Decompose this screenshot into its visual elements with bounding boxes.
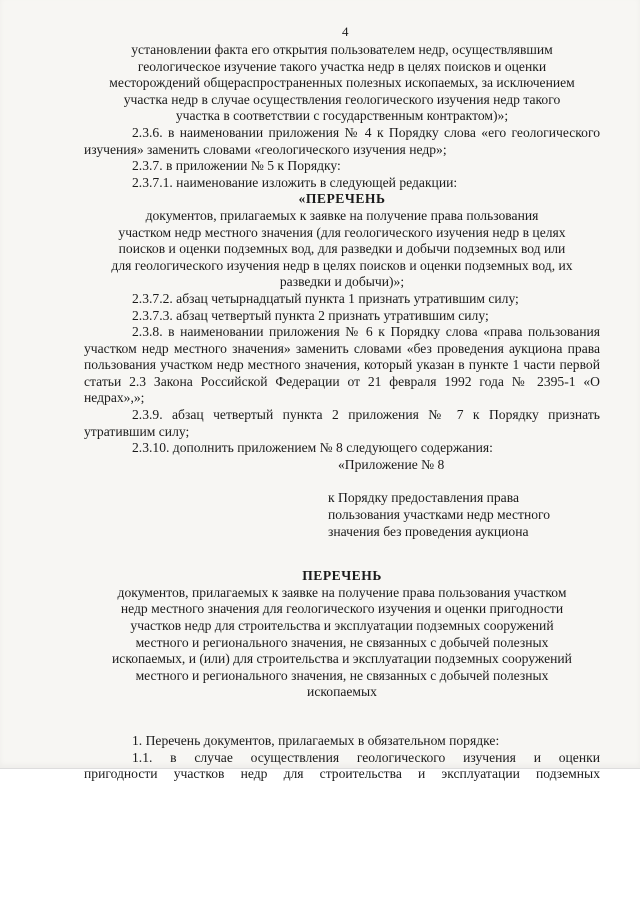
text-line: к Порядку предоставления права	[328, 490, 519, 506]
perechen-title: ПЕРЕЧЕНЬ	[302, 568, 382, 584]
text-line: недр местного значения для геологического изучения и оценки пригодности	[120, 601, 564, 617]
perechen-1-block	[84, 208, 600, 291]
text-line: значения без проведения аукциона	[328, 523, 529, 539]
item-2-3-6: 2.3.6. в наименовании приложения № 4 к Порядку слова «его геологического изучения» заменить словами «геологического изучения недр»;	[84, 124, 600, 157]
text-line: ископаемых	[307, 684, 377, 700]
item-2-3-7-1: 2.3.7.1. наименование изложить в следующей редакции:	[132, 174, 458, 190]
text-line: поисков и оценки подземных вод, для разведки и добычи подземных вод или	[118, 241, 566, 257]
document-body	[84, 0, 600, 783]
perechen-quote-heading: «ПЕРЕЧЕНЬ	[298, 191, 386, 207]
text-line: ископаемых, и (или) для строительства и эксплуатации подземных сооружений	[112, 651, 572, 667]
text-line: установлении факта его открытия пользователем недр, осуществлявшим	[131, 42, 553, 57]
text-line: пользования участками недр местного	[328, 507, 551, 523]
text-line: местного и регионального значения, не связанных с добычей полезных	[135, 667, 549, 683]
appendix-title: «Приложение № 8	[338, 456, 445, 472]
text-line: документов, прилагаемых к заявке на получение права пользования участком	[117, 584, 567, 600]
continuation-paragraph	[84, 42, 600, 125]
text-line: месторождений общераспространенных полезных ископаемых, за исключением	[109, 75, 575, 91]
item-2-3-7-2: 2.3.7.2. абзац четырнадцатый пункта 1 признать утратившим силу;	[132, 290, 519, 306]
text-line: местного и регионального значения, не связанных с добычей полезных	[135, 634, 549, 650]
item-2-3-7: 2.3.7. в приложении № 5 к Порядку:	[132, 158, 341, 174]
appendix-header	[328, 457, 600, 540]
text-line: участка недр в случае осуществления геологического изучения недр такого	[123, 91, 561, 107]
text-line: участков недр для строительства и эксплуатации подземных сооружений	[130, 618, 554, 633]
text-line: для геологического изучения недр в целях поисков и оценки подземных вод, их	[111, 257, 573, 273]
text-line: геологическое изучение такого участка недр в целях поисков и оценки	[137, 58, 547, 74]
page-number: 4	[342, 24, 349, 39]
item-1: 1. Перечень документов, прилагаемых в обязательном порядке:	[132, 732, 500, 748]
item-1-1-line: пригодности участков недр для строительства и эксплуатации подземных	[84, 766, 600, 782]
text-line: разведки и добычи)»;	[279, 274, 405, 290]
item-2-3-8: 2.3.8. в наименовании приложения № 6 к Порядку слова «права пользования участком недр местного значения» заменить словами «без проведения аукциона права пользования участком недр местного значения, который указан в пункте 1 части первой статьи 2.3 Закона Российской Федерации от 21 февраля 1992 года № 2395-1 «О недрах»,»;	[84, 324, 600, 406]
item-2-3-10: 2.3.10. дополнить приложением № 8 следующего содержания:	[132, 440, 493, 456]
perechen-2-block	[84, 585, 600, 701]
item-2-3-7-3: 2.3.7.3. абзац четвертый пункта 2 признать утратившим силу;	[132, 307, 489, 323]
item-2-3-9: 2.3.9. абзац четвертый пункта 2 приложения № 7 к Порядку признать утратившим силу;	[84, 407, 600, 439]
text-line: документов, прилагаемых к заявке на получение права пользования	[145, 207, 539, 223]
text-line: участка в соответствии с государственным контрактом)»;	[175, 108, 509, 124]
text-line: участком недр местного значения (для геологического изучения недр в целях	[118, 224, 566, 240]
item-1-1-line: 1.1. в случае осуществления геологического изучения и оценки	[132, 749, 600, 765]
